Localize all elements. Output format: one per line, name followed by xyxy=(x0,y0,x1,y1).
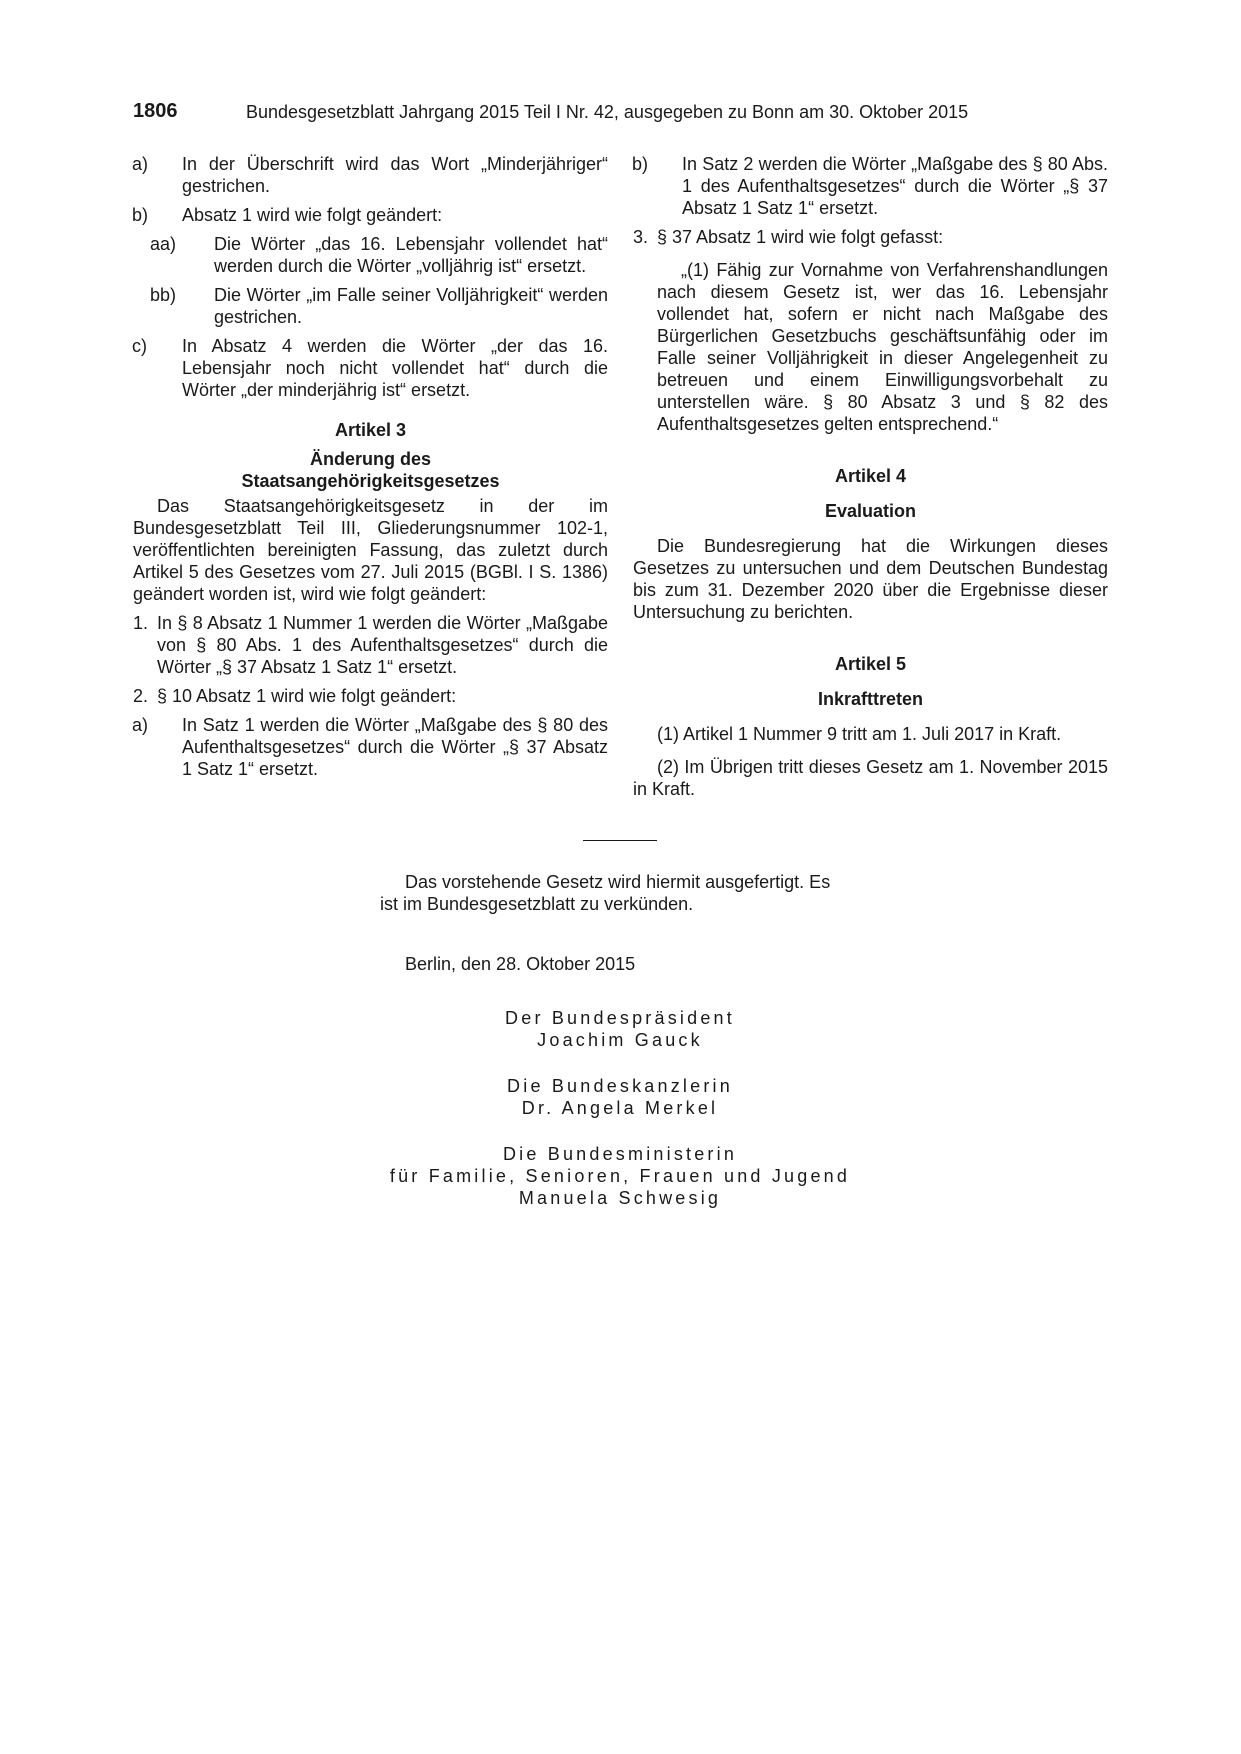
place-date: Berlin, den 28. Oktober 2015 xyxy=(405,954,636,974)
closing-line-2: ist im Bundesgesetzblatt zu verkünden. xyxy=(380,894,694,914)
article-5-paragraph-2: (2) Im Übrigen tritt dieses Gesetz am 1. November 2015 in Kraft. xyxy=(633,757,1108,799)
signatory-name: Manuela Schwesig xyxy=(518,1188,722,1208)
article-3-intro: Das Staatsangehörigkeitsgesetz in der im Bundesgesetzblatt Teil III, Gliederungsnummer 102-1, veröffentlichten bereinigten Fassung, das zuletzt durch Artikel 5 des Gesetzes vom 27. Juli 2015 (BGBl. I S. 1386) geändert worden ist, wird wie folgt geändert: xyxy=(133,496,608,604)
signatory-role: Die Bundeskanzlerin xyxy=(507,1076,733,1096)
signatory-role: Der Bundespräsident xyxy=(505,1008,735,1028)
page-header xyxy=(133,100,1113,124)
list-item: 2. § 10 Absatz 1 wird wie folgt geändert: xyxy=(133,686,457,706)
running-head: Bundesgesetzblatt Jahrgang 2015 Teil I Nr. 42, ausgegeben zu Bonn am 30. Oktober 2015 xyxy=(246,102,969,122)
article-4-text: Die Bundesregierung hat die Wirkungen dieses Gesetzes zu untersuchen und dem Deutschen Bundestag bis zum 31. Dezember 2020 über die Ergebnisse dieser Untersuchung zu berichten. xyxy=(633,536,1108,622)
article-4-heading: Evaluation xyxy=(824,501,917,521)
page-number: 1806 xyxy=(133,100,178,122)
list-item: b) In Satz 2 werden die Wörter „Maßgabe des § 80 Abs. 1 des Aufenthaltsgesetzes“ durch die Wörter „§ 37 Absatz 1 Satz 1“ ersetzt. xyxy=(632,154,1108,218)
article-3-heading-line-1: Änderung des xyxy=(309,449,431,469)
article-4-title: Artikel 4 xyxy=(834,466,907,486)
list-item: a) In der Überschrift wird das Wort „Minderjähriger“ gestrichen. xyxy=(132,154,608,196)
article-3-heading-line-2: Staatsangehörigkeitsgesetzes xyxy=(241,471,500,491)
list-item: aa) Die Wörter „das 16. Lebensjahr vollendet hat“ werden durch die Wörter „volljährig ist“ ersetzt. xyxy=(150,234,608,276)
quoted-paragraph: „(1) Fähig zur Vornahme von Verfahrenshandlungen nach diesem Gesetz ist, wer das 16. Lebensjahr vollendet hat, sofern er nicht nach Maßgabe des Bürgerlichen Gesetzbuchs geschäftsunfähig oder im Falle seiner Volljährigkeit in dieser Angelegenheit zu betreuen und einem Einwilligungsvorbehalt zu unterstellen wäre. § 80 Absatz 3 und § 82 des Aufenthaltsgesetzes gelten entsprechend.“ xyxy=(657,260,1108,434)
signatory-role: Die Bundesministerin xyxy=(502,1144,738,1164)
closing-line-1: Das vorstehende Gesetz wird hiermit ausgefertigt. Es xyxy=(405,872,831,892)
article-5-heading: Inkrafttreten xyxy=(817,689,924,709)
article-5-title: Artikel 5 xyxy=(834,654,907,674)
list-item: 1. In § 8 Absatz 1 Nummer 1 werden die Wörter „Maßgabe von § 80 Abs. 1 des Aufenthaltsgesetzes“ durch die Wörter „§ 37 Absatz 1 Satz 1“ ersetzt. xyxy=(133,613,608,677)
signatory-name: Joachim Gauck xyxy=(537,1030,703,1050)
list-item: bb) Die Wörter „im Falle seiner Volljährigkeit“ werden gestrichen. xyxy=(150,285,608,327)
left-column xyxy=(133,153,608,787)
signatory-department: für Familie, Senioren, Frauen und Jugend xyxy=(389,1166,851,1186)
signatory-name: Dr. Angela Merkel xyxy=(521,1098,719,1118)
signature-block-chancellor xyxy=(300,1075,940,1119)
right-column xyxy=(633,153,1108,800)
list-item: b) Absatz 1 wird wie folgt geändert: xyxy=(132,205,443,225)
signature-block-minister xyxy=(300,1143,940,1209)
signature-block-president xyxy=(300,1007,940,1051)
divider xyxy=(583,840,657,841)
closing-formula xyxy=(380,871,860,975)
article-3-title: Artikel 3 xyxy=(334,420,407,440)
list-item: a) In Satz 1 werden die Wörter „Maßgabe des § 80 des Aufenthaltsgesetzes“ durch die Wörter „§ 37 Absatz 1 Satz 1“ ersetzt. xyxy=(132,715,608,779)
article-5-paragraph-1: (1) Artikel 1 Nummer 9 tritt am 1. Juli 2017 in Kraft. xyxy=(657,724,1062,744)
list-item: 3. § 37 Absatz 1 wird wie folgt gefasst: xyxy=(633,227,944,247)
list-item: c) In Absatz 4 werden die Wörter „der das 16. Lebensjahr noch nicht vollendet hat“ durch die Wörter „der minderjährig ist“ ersetzt. xyxy=(132,336,608,400)
